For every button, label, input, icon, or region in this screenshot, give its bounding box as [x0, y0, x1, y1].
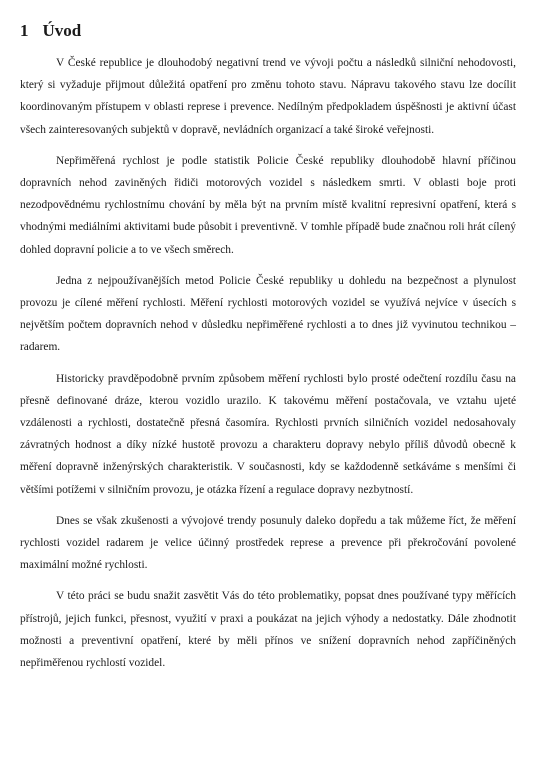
chapter-number: 1 — [20, 21, 29, 40]
chapter-title: Úvod — [42, 21, 82, 40]
paragraph-3: Jedna z nejpoužívanějších metod Policie České republiky u dohledu na bezpečnost a plynulost provozu je cílené měření rychlosti. Měření rychlosti motorových vozidel se využívá nejvíce v úsecích s největším počtem dopravních nehod v důsledku nepřiměřené rychlosti a to dnes již vyvinutou technikou – radarem. — [20, 274, 516, 354]
paragraph-4: Historicky pravděpodobně prvním způsobem měření rychlosti bylo prosté odečtení rozdílu času na přesně definované dráze, kterou vozidlo urazilo. K takovému měření postačovala, ve vztahu ujeté vzdálenosti a rychlosti, dostatečně přesná časomíra. Rychlosti prvních silničních vozidel nedosahovaly závratných hodnost a díky nízké hustotě provozu a charakteru dopravy nebylo příliš důvodů obecně k měření dopravně inženýrských charakteristik. V současnosti, kdy se každodenně setkáváme s menšími či většími potížemi v silničním provozu, je otázka řízení a regulace dopravy nezbytností. — [20, 372, 516, 496]
chapter-heading — [20, 20, 516, 42]
document-page — [20, 20, 516, 683]
paragraph-6: V této práci se budu snažit zasvětit Vás do této problematiky, popsat dnes používané typy měřících přístrojů, jejich funkci, přesnost, využití v praxi a poukázat na jejich výhody a nedostatky. Dále zhodnotit možnosti a preventivní opatření, které by měli přínos ve snížení dopravních nehod zapříčiněných nepřiměřenou rychlostí vozidel. — [20, 590, 516, 670]
paragraph-1: V České republice je dlouhodobý negativní trend ve vývoji počtu a následků silniční nehodovosti, který si vyžaduje přijmout důležitá opatření pro změnu tohoto stavu. Nápravu takového stavu lze docílit koordinovaným přístupem v oblasti represe i prevence. Nedílným předpokladem úspěšnosti je aktivní účast všech zainteresovaných subjektů v dopravě, nevládních organizací a také široké veřejnosti. — [20, 57, 516, 136]
paragraph-2: Nepřiměřená rychlost je podle statistik Policie České republiky dlouhodobě hlavní příčinou dopravních nehod zaviněných řidiči motorových vozidel s následkem smrti. V oblasti boje proti nezodpovědnému rychlostnímu chování by měla být na prvním místě kvalitní represivní opatření, která s vhodnými mediálními aktivitami bude působit i preventivně. V tomhle případě bude značnou roli hrát cílený dohled dopravní policie a to ve všech směrech. — [20, 154, 516, 256]
paragraph-5: Dnes se však zkušenosti a vývojové trendy posunuly daleko dopředu a tak můžeme říct, že měření rychlosti vozidel radarem je velice účinný prostředek represe a prevence při překročování povolené maximální možné rychlosti. — [20, 514, 516, 572]
